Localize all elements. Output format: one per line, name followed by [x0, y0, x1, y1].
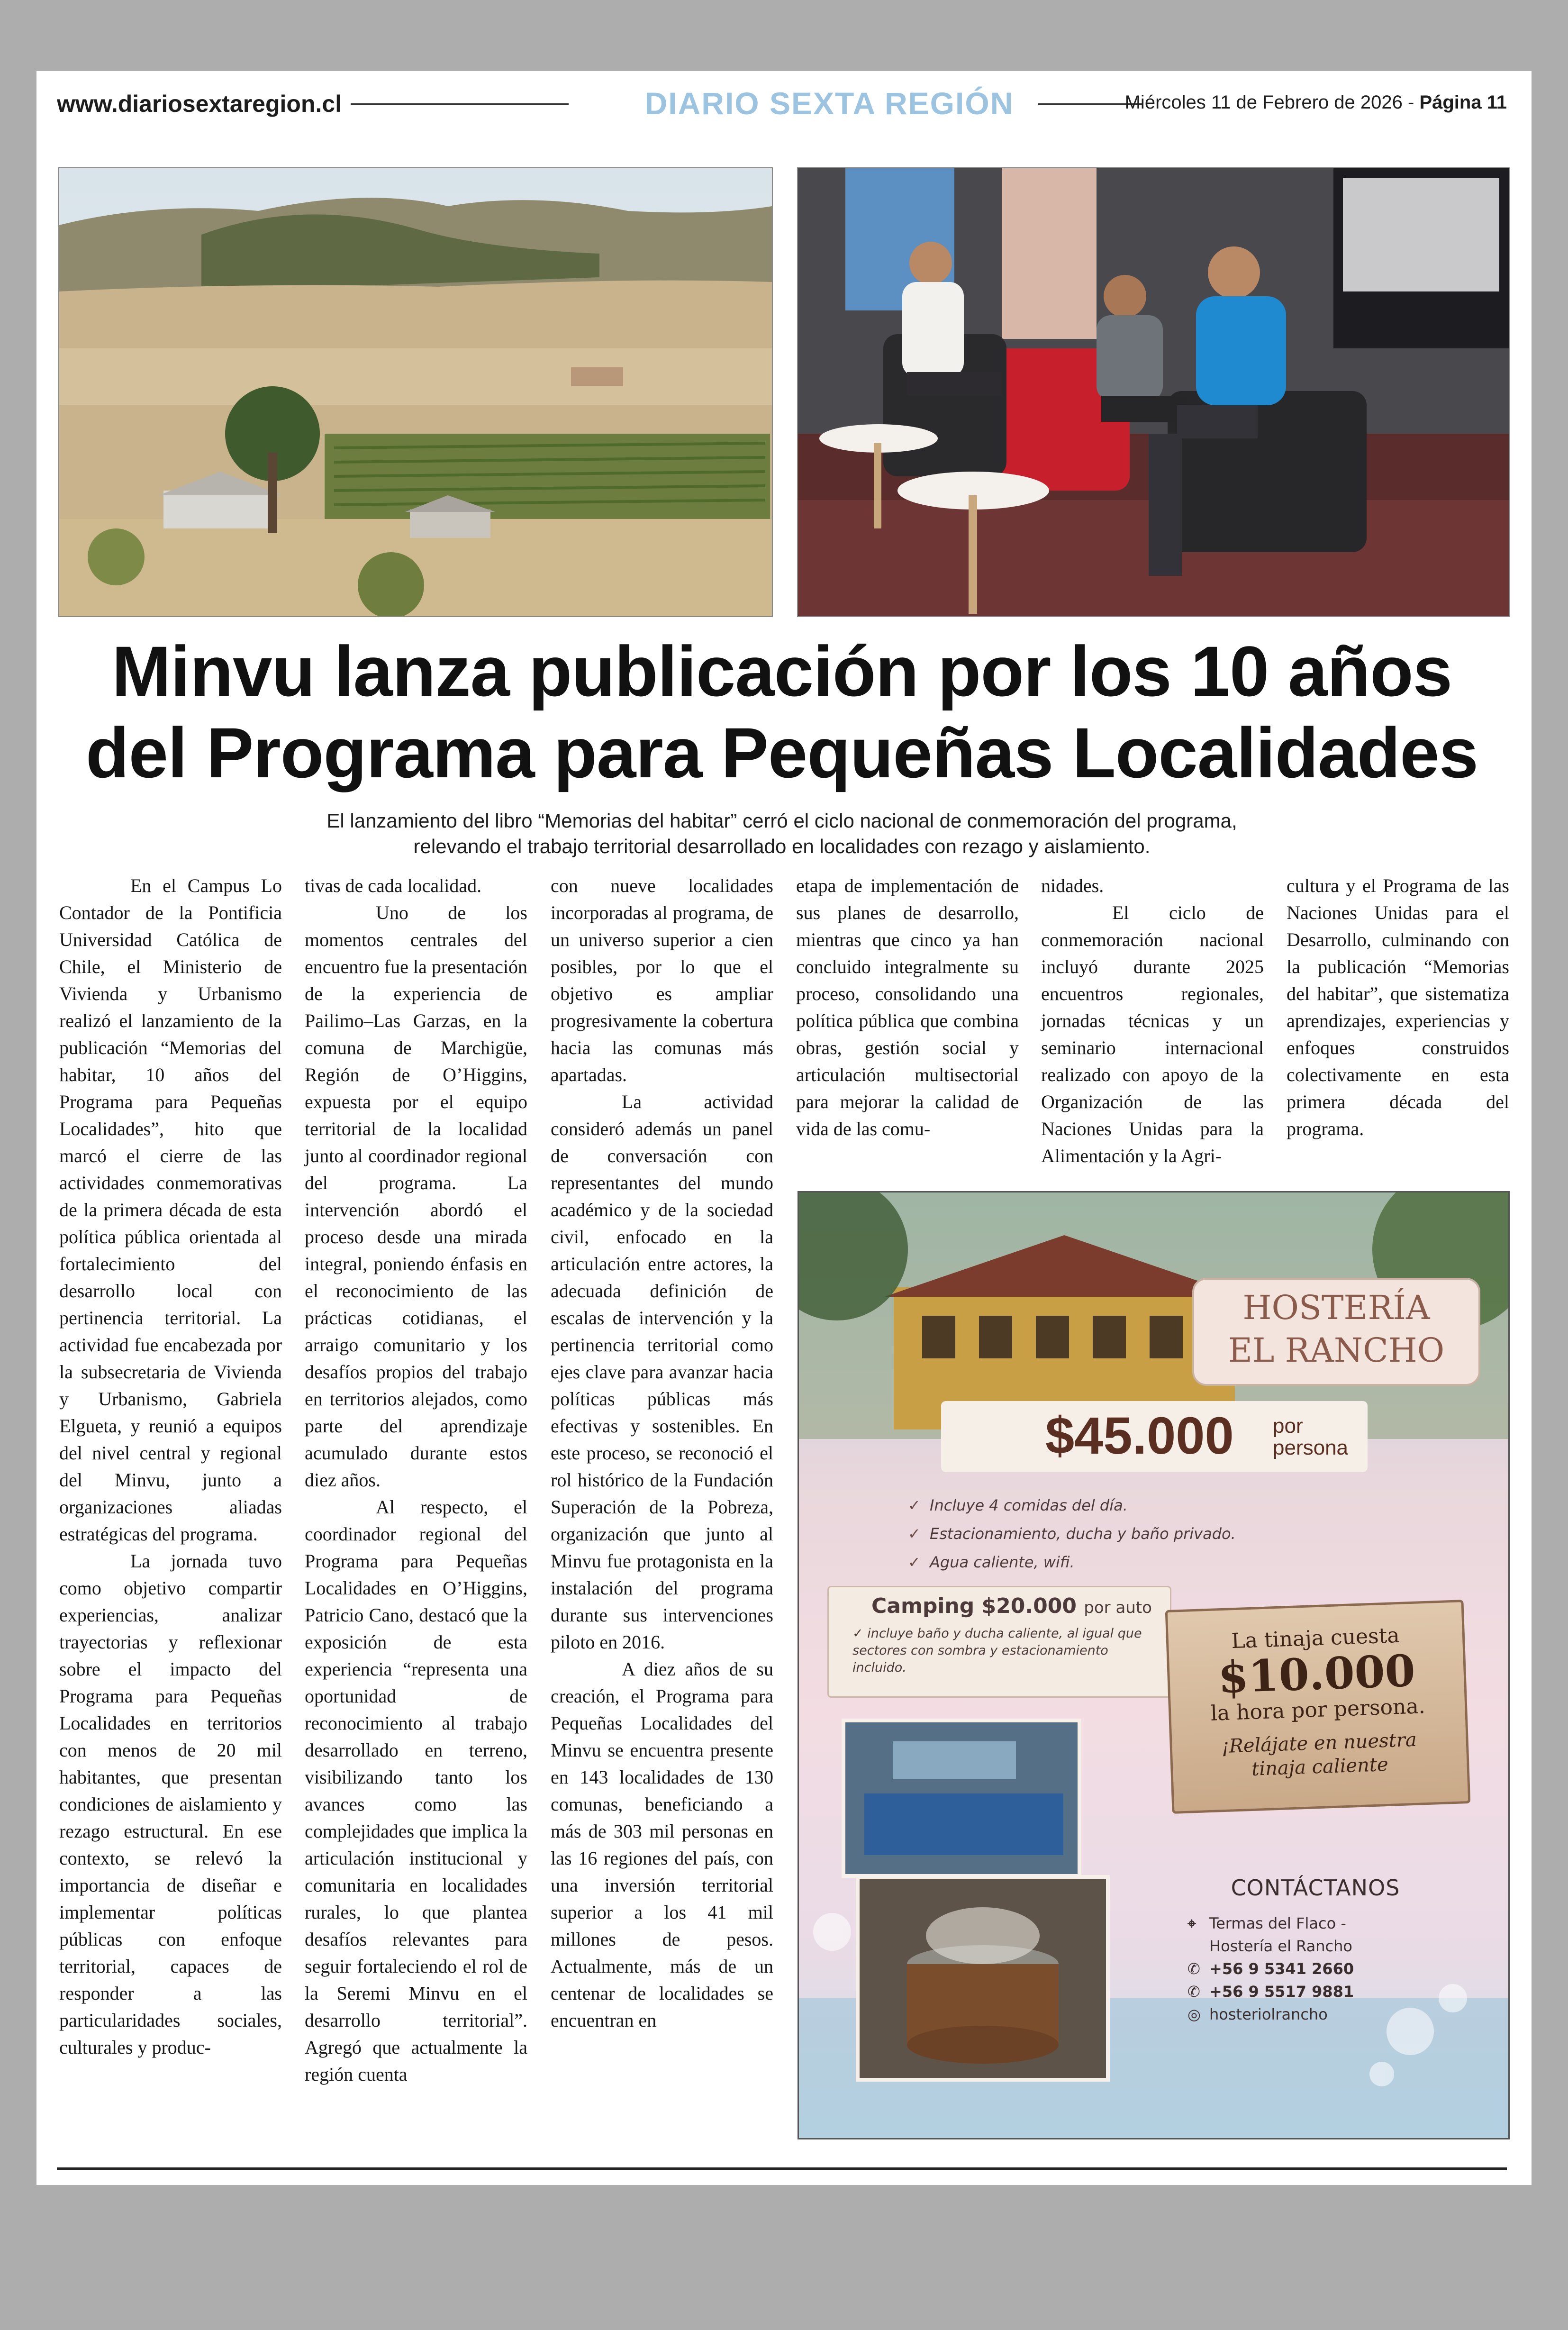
article-column-1: [59, 872, 282, 2061]
landscape-photo: [58, 167, 773, 617]
instagram: [1169, 2003, 1462, 2026]
paragraph: En el Campus Lo Contador de la Pontificia Universidad Católica de Chile, el Ministerio de Vivienda y Urbanismo realizó el lanzamiento de la publicación “Memorias del habitar, 10 años del Programa para Pequeñas Localidades”, hito que marcó el cierre de las actividades conmemorativas de la primera década de esta política pública orientada al fortalecimiento del desarrollo local con pertinencia territorial. La actividad fue encabezada por la subsecretaria de Vivienda y Urbanismo, Gabriela Elgueta, y reunió a equipos del nivel central y regional del Minvu, junto a organizaciones aliadas estratégicas del programa.: [59, 875, 282, 1545]
list-item-text: Agua caliente, wifi.: [930, 1553, 1075, 1571]
price-amount: $45.000: [1045, 1407, 1234, 1465]
paragraph: A diez años de su creación, el Programa para Pequeñas Localidades del Minvu se encuentra presente en 143 localidades de 130 comunas, beneficiando a más de 303 mil personas en las 16 regiones del país, con una inversión territorial superior a los 41 mil millones de pesos. Actualmente, más de un centenar de localidades se encuentran en: [551, 1658, 773, 2031]
subheadline-line-1: El lanzamiento del libro “Memorias del habitar” cerró el ciclo nacional de conmemoración del programa,: [326, 810, 1237, 832]
includes-list: [908, 1491, 1236, 1576]
paragraph: El ciclo de conmemoración nacional incluyó durante 2025 encuentros regionales, jornadas técnicas y un seminario internacional realizado con apoyo de la Organización de las Naciones Unidas para la Alimentación y la Agri-: [1041, 902, 1264, 1166]
masthead: [57, 85, 1507, 123]
address-line-2: Hostería el Rancho: [1209, 1937, 1352, 1955]
price-unit: [1273, 1415, 1348, 1459]
article-column-2: [305, 872, 527, 2088]
price-banner: [941, 1401, 1368, 1472]
tinaja-tagline-line-1: ¡Relájate en nuestra: [1221, 1729, 1417, 1758]
list-item: [908, 1548, 1236, 1576]
tinaja-label: La tinaja cuesta: [1231, 1623, 1400, 1654]
check-icon: ✓: [908, 1525, 921, 1543]
tinaja-sign: [1165, 1600, 1471, 1814]
contact-section: [1169, 1875, 1462, 2079]
date-text: Miércoles 11 de Febrero de 2026 -: [1124, 92, 1420, 113]
article-column-3: [551, 872, 773, 2034]
paragraph: etapa de implementación de sus planes de desarrollo, mientras que cinco ya han concluido integralmente su proceso, consolidando una política pública que combina obras, gestión social y articulación multisectorial para mejorar la calidad de vida de las comu-: [796, 875, 1019, 1139]
masthead-rule-left: [351, 103, 569, 105]
footer-rule: [57, 2167, 1507, 2170]
site-url[interactable]: www.diariosextaregion.cl: [57, 91, 342, 117]
phone-number-1[interactable]: +56 9 5341 2660: [1209, 1960, 1354, 1978]
camping-unit: por auto: [1084, 1598, 1152, 1617]
contact-title: CONTÁCTANOS: [1231, 1875, 1400, 1901]
paragraph: La actividad consideró además un panel de conversación con representantes del mundo académico y de la sociedad civil, enfocado en la articulación entre actores, la adecuada definición de escalas de intervención y la pertinencia territorial como ejes clave para avanzar hacia políticas públicas más efectivas y sostenibles. En este proceso, se reconoció el rol histórico de la Fundación Superación de la Pobreza, organización que junto al Minvu fue protagonista en la instalación del programa durante sus intervenciones piloto en 2016.: [551, 1091, 773, 1653]
newspaper-title: DIARIO SEXTA REGIÓN: [644, 86, 1014, 121]
camping-title: [871, 1594, 1152, 1618]
tinaja-tagline: [1172, 1726, 1467, 1784]
camping-box: [827, 1586, 1171, 1698]
subheadline: [142, 808, 1422, 859]
hosteria-name-line-1: HOSTERÍA: [1242, 1288, 1430, 1327]
tinaja-price: $10.000: [1217, 1645, 1416, 1703]
location-pin-icon: ⌖: [1187, 1914, 1196, 1932]
address: [1169, 1912, 1462, 1935]
hosteria-sign: [1192, 1278, 1480, 1386]
hot-tub-photo: [856, 1875, 1110, 2082]
paragraph: tivas de cada localidad.: [305, 875, 482, 896]
phone: [1169, 1957, 1462, 1980]
tinaja-unit: la hora por persona.: [1210, 1694, 1426, 1726]
headline-line-2: del Programa para Pequeñas Localidades: [85, 713, 1478, 792]
list-item-text: Incluye 4 comidas del día.: [930, 1496, 1128, 1514]
paragraph: Al respecto, el coordinador regional del Programa para Pequeñas Localidades en O’Higgins, Patricio Cano, destacó que la exposición de esta experiencia “representa una oportunidad de reconocimiento al trabajo desarrollado en terreno, visibilizando tanto los avances como las complejidades que implica la articulación institucional y comunitaria en localidades rurales, lo que plantea desafíos relevantes para seguir fortaleciendo el rol de la Seremi Minvu en el desarrollo territorial”. Agregó que actualmente la región cuenta: [305, 1496, 527, 2085]
article-column-5: [1041, 872, 1264, 1169]
instagram-icon: ◎: [1187, 2005, 1201, 2023]
hosteria-name-line-2: EL RANCHO: [1228, 1331, 1445, 1370]
instagram-handle[interactable]: hosteriolrancho: [1209, 2005, 1328, 2023]
whatsapp-icon: ✆: [1187, 1960, 1200, 1978]
check-icon: ✓: [908, 1553, 921, 1571]
whatsapp-icon: ✆: [1187, 1983, 1200, 2001]
phone: [1169, 1980, 1462, 2003]
camping-description-text: incluye baño y ducha caliente, al igual que sectores con sombra y estacionamiento incluido.: [852, 1626, 1142, 1675]
headline: [57, 630, 1507, 793]
list-item: [908, 1491, 1236, 1520]
headline-line-1: Minvu lanza publicación por los 10 años: [111, 631, 1452, 711]
camping-price: Camping $20.000: [871, 1594, 1077, 1618]
paragraph: con nueve localidades incorporadas al programa, de un universo superior a cien posibles, por lo que el objetivo es ampliar progresivamente la cobertura hacia las comunas más apartadas.: [551, 875, 773, 1085]
issue-date: [1125, 92, 1507, 113]
address: [1169, 1935, 1462, 1957]
list-item-text: Estacionamiento, ducha y baño privado.: [930, 1525, 1236, 1543]
check-icon: ✓: [852, 1626, 868, 1641]
panel-discussion-photo: [797, 167, 1510, 617]
hosteria-el-rancho-ad: [798, 1191, 1510, 2139]
cabin-interior-photo: [842, 1719, 1081, 1878]
paragraph: nidades.: [1041, 875, 1104, 896]
tinaja-tagline-line-2: tinaja caliente: [1251, 1753, 1389, 1780]
check-icon: ✓: [908, 1496, 921, 1514]
price-unit-line-1: por: [1273, 1414, 1303, 1438]
article-column-6: [1287, 872, 1509, 1142]
address-line-1: Termas del Flaco -: [1209, 1914, 1346, 1932]
phone-number-2[interactable]: +56 9 5517 9881: [1209, 1983, 1354, 2001]
subheadline-line-2: relevando el trabajo territorial desarrollado en localidades con rezago y aislamiento.: [413, 835, 1151, 857]
paragraph: Uno de los momentos centrales del encuentro fue la presentación de la experiencia de Pailimo–Las Garzas, en la comuna de Marchigüe, Región de O’Higgins, expuesta por el equipo territorial de la localidad junto al coordinador regional del programa. La intervención abordó el proceso desde una mirada integral, poniendo énfasis en el reconocimiento de las prácticas cotidianas, el arraigo comunitario y los desafíos propios del trabajo en territorios alejados, como parte del aprendizaje acumulado durante estos diez años.: [305, 902, 527, 1491]
paragraph: La jornada tuvo como objetivo compartir experiencias, analizar trayectorias y reflexionar sobre el impacto del Programa para Pequeñas Localidades en territorios con menos de 20 mil habitantes, que presentan condiciones de aislamiento y rezago estructural. En ese contexto, se relevó la importancia de diseñar e implementar políticas públicas con enfoque territorial, capaces de responder a las particularidades sociales, culturales y produc-: [59, 1550, 282, 2058]
price-unit-line-2: persona: [1273, 1436, 1349, 1459]
camping-description: [852, 1625, 1156, 1676]
page-number: Página 11: [1419, 92, 1507, 113]
paragraph: cultura y el Programa de las Naciones Unidas para el Desarrollo, culminando con la publicación “Memorias del habitar”, que sistematiza aprendizajes, experiencias y enfoques construidos colectivamente en esta primera década del programa.: [1287, 875, 1509, 1139]
list-item: [908, 1520, 1236, 1548]
article-column-4: [796, 872, 1019, 1142]
